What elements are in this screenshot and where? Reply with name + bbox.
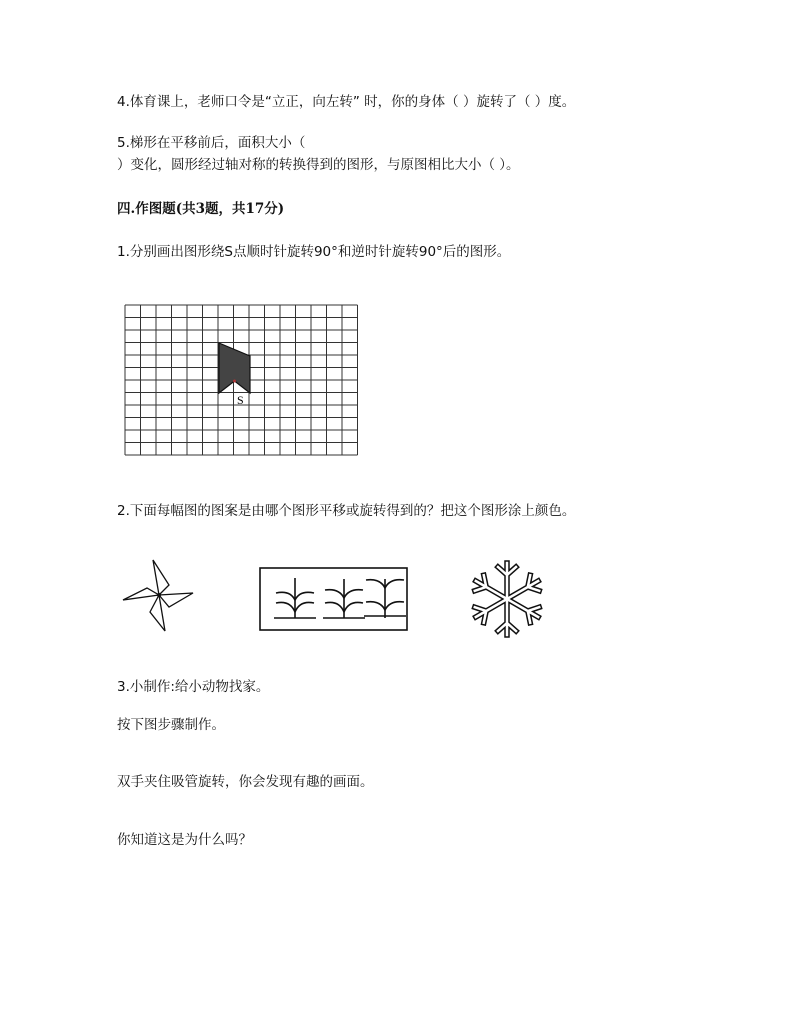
plant-motif [274, 578, 316, 618]
pinwheel-blade [159, 593, 193, 607]
pinwheel-center [157, 593, 161, 597]
drawing-question-1: 1.分别画出图形绕S点顺时针旋转90°和逆时针旋转90°后的图形。 [117, 244, 511, 260]
step-2: 双手夹住吸管旋转，你会发现有趣的画面。 [117, 774, 374, 790]
rotation-point-s [233, 380, 236, 383]
pinwheel-blade [153, 560, 169, 595]
shaded-shape [219, 343, 250, 393]
drawing-question-2: 2.下面每幅图的图案是由哪个图形平移或旋转得到的？把这个图形涂上颜色。 [117, 503, 576, 519]
plant-motif [364, 579, 406, 618]
question-4: 4.体育课上，老师口令是“立正，向左转” 时，你的身体（ ）旋转了（ ）度。 [117, 94, 576, 110]
plant-motif [323, 579, 365, 618]
step-1: 按下图步骤制作。 [117, 717, 225, 733]
point-label-s: S [237, 393, 244, 407]
pinwheel-figure [115, 555, 205, 645]
question-5-line2: ）变化，圆形经过轴对称的转换得到的图形，与原图相比大小（ ）。 [117, 157, 520, 173]
snowflake-figure [465, 556, 549, 642]
question-5-line1: 5.梯形在平移前后，面积大小（ [117, 135, 306, 151]
drawing-question-3: 3.小制作:给小动物找家。 [117, 679, 270, 695]
section-title: 四.作图题(共3题，共17分) [117, 201, 285, 217]
step-3: 你知道这是为什么吗？ [117, 832, 252, 848]
rotation-grid-figure [120, 300, 365, 460]
pinwheel-blade [123, 588, 159, 600]
plant-pattern-figure [258, 566, 410, 634]
